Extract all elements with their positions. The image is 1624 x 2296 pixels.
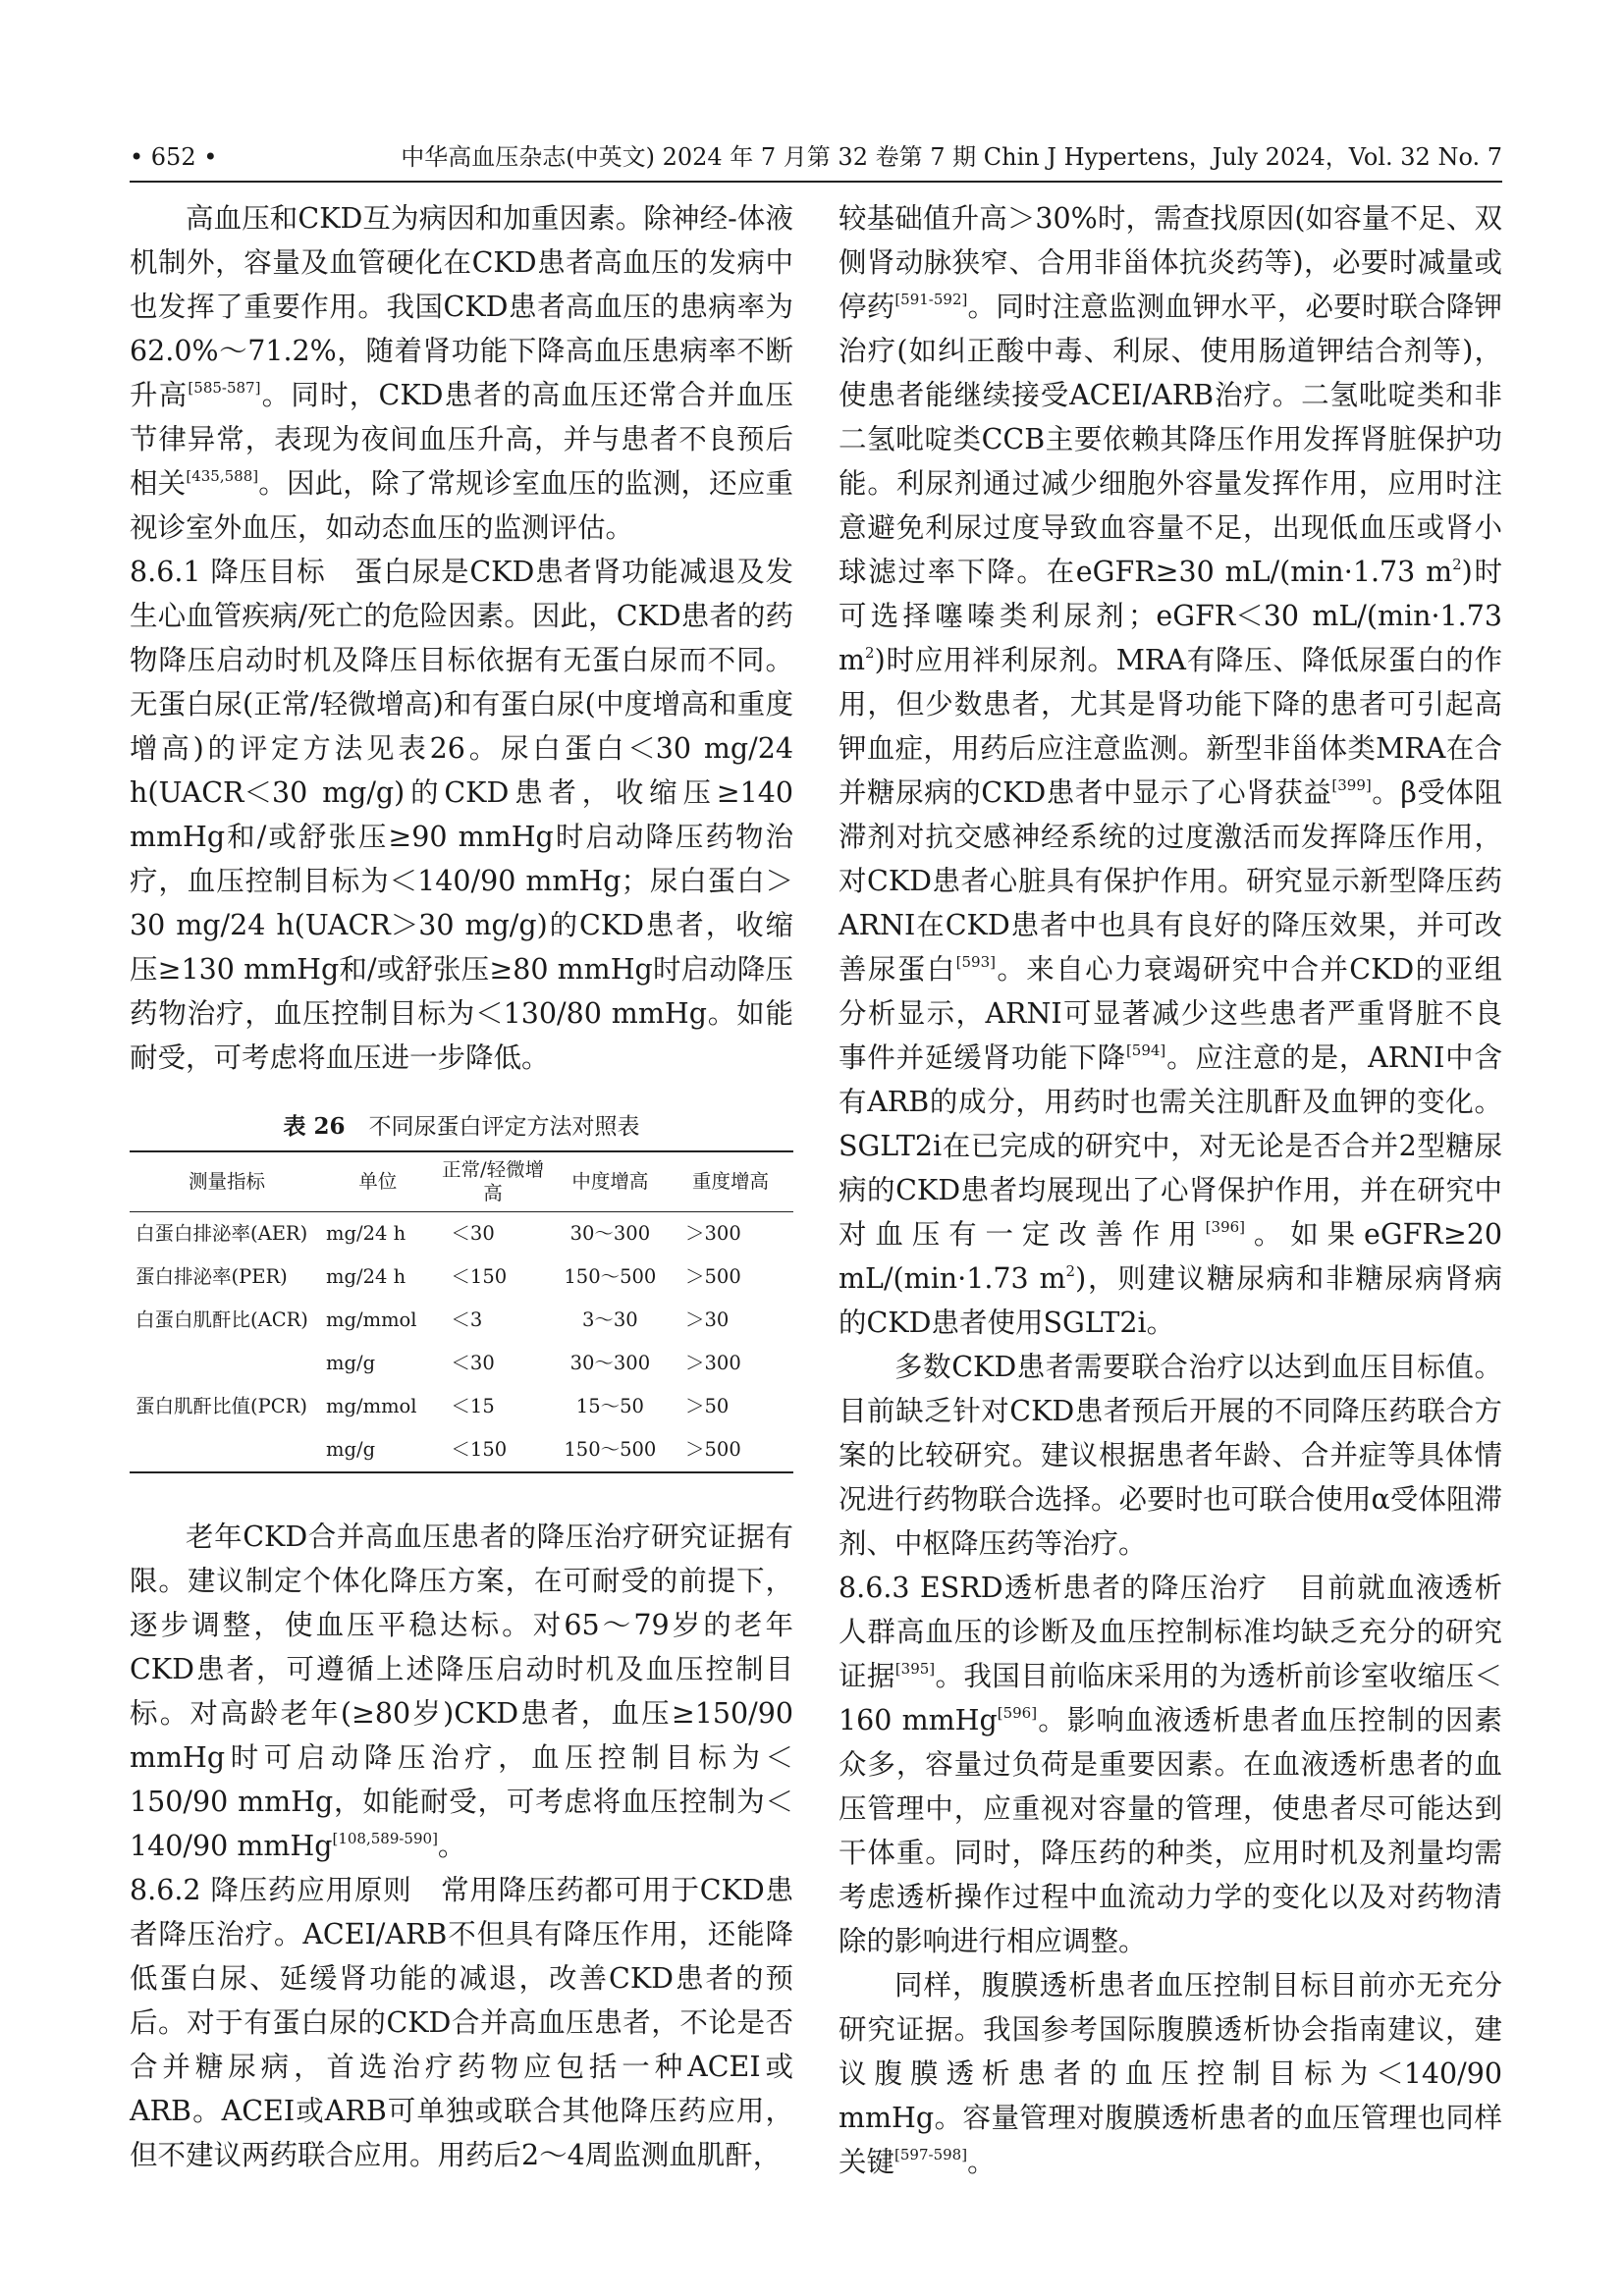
citation: [593]: [955, 953, 996, 971]
table-row: [130, 1342, 793, 1385]
citation: [108,589-590]: [332, 1830, 438, 1847]
header-rule: [130, 181, 1502, 183]
table-cell: ＜30: [451, 1222, 495, 1245]
table-cell: mg/mmol: [326, 1395, 417, 1417]
citation: [591-592]: [894, 291, 968, 308]
citation: [585-587]: [188, 379, 261, 397]
table-cell: mg/24 h: [326, 1222, 406, 1245]
table-header: 单位: [322, 1151, 433, 1212]
table-cell: 白蛋白肌酐比(ACR): [135, 1308, 308, 1331]
table-cell: ＞300: [685, 1352, 741, 1374]
superscript: 2: [865, 644, 875, 662]
urine-protein-table: [130, 1150, 793, 1473]
table-cell: ＜150: [451, 1265, 508, 1288]
table-header: 测量指标: [130, 1151, 322, 1212]
table-cell: 蛋白排泌率(PER): [135, 1265, 288, 1288]
table-row: [130, 1299, 793, 1342]
right-column: [839, 196, 1502, 2184]
table-row: [130, 1255, 793, 1299]
table-cell: ＜15: [451, 1395, 495, 1417]
section-title: 8.6.2 降压药应用原则: [130, 1874, 412, 1906]
paragraph-peritoneal-dialysis: 同样，腹膜透析患者血压控制目标目前亦无充分研究证据。我国参考国际腹膜透析协会指南建议，建议腹膜透析患者的血压控制目标为＜140/90 mmHg。容量管理对腹膜透析患者的血压管理也同样关键[597-598]。: [839, 1969, 1502, 2178]
paragraph-drug-principles-cont: 较基础值升高＞30%时，需查找原因(如容量不足、双侧肾动脉狭窄、合用非甾体抗炎药等)，必要时减量或停药[591-592]。同时注意监测血钾水平，必要时联合降钾治疗(如纠正酸中毒、利尿、使用肠道钾结合剂等)，使患者能继续接受ACEI/ARB治疗。二氢吡啶类和非二氢吡啶类CCB主要依赖其降压作用发挥肾脏保护功能。利尿剂通过减少细胞外容量发挥作用，应用时注意避免利尿过度导致血容量不足，出现低血压或肾小球滤过率下降。在eGFR≥30 mL/(min·1.73 $m^2$)时可选择噻嗪类利尿剂；eGFR＜30 mL/(min·1.73 $m^2$)时应用袢利尿剂。MRA有降压、降低尿蛋白的作用，但少数患者，尤其是肾功能下降的患者可引起高钾血症，用药后应注意监测。新型非甾体类MRA在合并糖尿病的CKD患者中显示了心肾获益[399]。β受体阻滞剂对抗交感神经系统的过度激活而发挥降压作用，对CKD患者心脏具有保护作用。研究显示新型降压药ARNI在CKD患者中也具有良好的降压效果，并可改善尿蛋白[593]。来自心力衰竭研究中合并CKD的亚组分析显示，ARNI可显著减少这些患者严重肾脏不良事件并延缓肾功能下降[594]。应注意的是，ARNI中含有ARB的成分，用药时也需关注肌酐及血钾的变化。SGLT2i在已完成的研究中，对无论是否合并2型糖尿病的CKD患者均展现出了心肾保护作用，并在研究中对血压有一定改善作用[396]。如果eGFR≥20 mL/(min·1.73 $m^2$)，则建议糖尿病和非糖尿病肾病的CKD患者使用SGLT2i。: [839, 202, 1503, 1339]
table-cell: 30～300: [569, 1352, 651, 1374]
table-header: 中度增高: [553, 1151, 668, 1212]
journal-info: 中华高血压杂志(中英文) 2024 年 7 月第 32 卷第 7 期 Chin J Hypertens，July 2024，Vol. 32 No. 7: [401, 143, 1502, 171]
section-8-6-2: 8.6.2 降压药应用原则 常用降压药都可用于CKD患者降压治疗。ACEI/ARB不但具有降压作用，还能降低蛋白尿、延缓肾功能的减退，改善CKD患者的预后。对于有蛋白尿的CKD合并高血压患者，不论是否合并糖尿病，首选治疗药物应包括一种ACEI或ARB。ACEI或ARB可单独或联合其他降压药应用，但不建议两药联合应用。用药后2～4周监测血肌酐，: [130, 1874, 794, 2171]
table-cell: 蛋白肌酐比值(PCR): [135, 1395, 307, 1417]
table-cell: ＞500: [668, 1428, 793, 1472]
section-8-6-1: 8.6.1 降压目标 蛋白尿是CKD患者肾功能减退及发生心血管疾病/死亡的危险因素。因此，CKD患者的药物降压启动时机及降压目标依据有无蛋白尿而不同。无蛋白尿(正常/轻微增高)和有蛋白尿(中度增高和重度增高)的评定方法见表26。尿白蛋白＜30 mg/24 h(UACR＜30 mg/g)的CKD患者，收缩压≥140 mmHg和/或舒张压≥90 mmHg时启动降压药物治疗，血压控制目标为＜140/90 mmHg；尿白蛋白＞30 mg/24 h(UACR＞30 mg/g)的CKD患者，收缩压≥130 mmHg和/或舒张压≥80 mmHg时启动降压药物治疗，血压控制目标为＜130/80 mmHg。如能耐受，可考虑将血压进一步降低。: [130, 556, 793, 1074]
table-cell: mg/24 h: [326, 1265, 406, 1288]
table-cell: ＞50: [685, 1395, 730, 1417]
left-column: [130, 196, 793, 2177]
citation: [395]: [894, 1660, 936, 1678]
citation: [435,588]: [186, 467, 259, 485]
table-header: 正常/轻微增高: [433, 1151, 552, 1212]
table-cell: mg/mmol: [326, 1308, 417, 1331]
running-header: [130, 137, 1502, 177]
table-cell: 150～500: [564, 1265, 657, 1288]
table-cell: ＜30: [451, 1352, 495, 1374]
table-cell: ＞500: [685, 1265, 741, 1288]
paragraph-elderly-ckd: 老年CKD合并高血压患者的降压治疗研究证据有限。建议制定个体化降压方案，在可耐受的前提下，逐步调整，使血压平稳达标。对65～79岁的老年CKD患者，可遵循上述降压启动时机及血压控制目标。对高龄老年(≥80岁)CKD患者，血压≥150/90 mmHg时可启动降压治疗，血压控制目标为＜150/90 mmHg，如能耐受，可考虑将血压控制为＜140/90 mmHg[108,589-590]。: [130, 1521, 793, 1862]
table-row: [130, 1212, 793, 1256]
section-title: 8.6.3 ESRD透析患者的降压治疗: [839, 1572, 1269, 1604]
table-caption: [130, 1109, 793, 1145]
table-cell: mg/g: [326, 1352, 376, 1374]
citation: [596]: [997, 1704, 1038, 1722]
superscript: 2: [1452, 556, 1462, 573]
table-cell: [130, 1342, 322, 1385]
citation: [399]: [1331, 776, 1372, 794]
superscript: 2: [1065, 1262, 1076, 1280]
table-row: [130, 1428, 793, 1472]
citation: [396]: [1205, 1218, 1246, 1236]
section-title: 8.6.1 降压目标: [130, 556, 326, 588]
citation: [594]: [1125, 1041, 1166, 1059]
paragraph-ckd-intro: 高血压和CKD互为病因和加重因素。除神经-体液机制外，容量及血管硬化在CKD患者高血压的发病中也发挥了重要作用。我国CKD患者高血压的患病率为62.0%～71.2%，随着肾功能下降高血压患病率不断升高[585-587]。同时，CKD患者的高血压还常合并血压节律异常，表现为夜间血压升高，并与患者不良预后相关[435,588]。因此，除了常规诊室血压的监测，还应重视诊室外血压，如动态血压的监测评估。: [130, 202, 793, 544]
table-cell: 白蛋白排泌率(AER): [135, 1222, 308, 1245]
paragraph-combination-therapy: 多数CKD患者需要联合治疗以达到血压目标值。目前缺乏针对CKD患者预后开展的不同降压药联合方案的比较研究。建议根据患者年龄、合并症等具体情况进行药物联合选择。必要时也可联合使用α受体阻滞剂、中枢降压药等治疗。: [839, 1351, 1502, 1560]
table-label: 表 26: [283, 1113, 346, 1140]
page-number: • 652 •: [130, 143, 218, 171]
table-cell: ＜150: [433, 1428, 552, 1472]
table-cell: 15～50: [575, 1395, 644, 1417]
table-cell: 3～30: [581, 1308, 638, 1331]
section-8-6-3: 8.6.3 ESRD透析患者的降压治疗 目前就血液透析人群高血压的诊断及血压控制标准均缺乏充分的研究证据[395]。我国目前临床采用的为透析前诊室收缩压＜160 mmHg[596]。影响血液透析患者血压控制的因素众多，容量过负荷是重要因素。在血液透析患者的血压管理中，应重视对容量的管理，使患者尽可能达到干体重。同时，降压药的种类，应用时机及剂量均需考虑透析操作过程中血流动力学的变化以及对药物清除的影响进行相应调整。: [839, 1572, 1502, 1957]
table-cell: [130, 1428, 322, 1472]
table-title: 不同尿蛋白评定方法对照表: [368, 1114, 640, 1140]
table-cell: 150～500: [553, 1428, 668, 1472]
table-header-row: [130, 1151, 793, 1212]
table-cell: mg/g: [322, 1428, 433, 1472]
table-header: 重度增高: [668, 1151, 793, 1212]
citation: [597-598]: [894, 2146, 968, 2163]
table-cell: 30～300: [569, 1222, 651, 1245]
table-cell: ＜3: [451, 1308, 483, 1331]
table-cell: ＞300: [685, 1222, 741, 1245]
table-cell: ＞30: [685, 1308, 730, 1331]
table-row: [130, 1385, 793, 1428]
